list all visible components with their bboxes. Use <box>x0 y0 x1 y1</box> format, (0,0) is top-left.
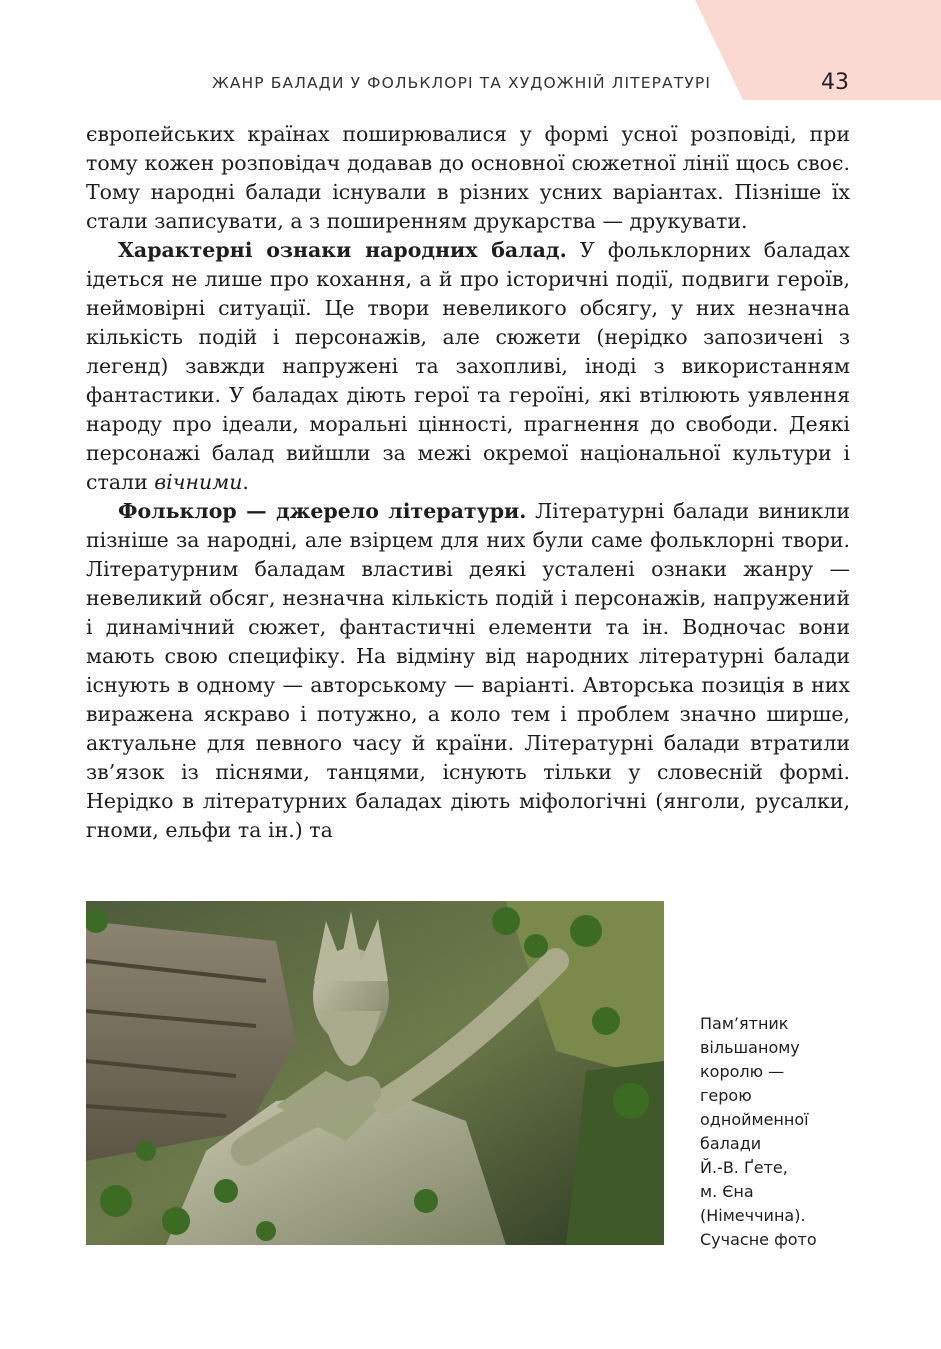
caption-line: Пам’ятник <box>700 1014 789 1033</box>
caption-line: балади <box>700 1134 762 1153</box>
caption-line: королю — <box>700 1062 785 1081</box>
caption-line: Сучасне фото <box>700 1230 817 1249</box>
figure-caption <box>700 1012 850 1252</box>
paragraph-2 <box>86 236 850 497</box>
caption-line: (Німеччина). <box>700 1206 806 1225</box>
caption-line: однойменної <box>700 1110 809 1129</box>
statue-photo-icon <box>86 901 664 1245</box>
paragraph-3 <box>86 497 850 845</box>
caption-line: м. Єна <box>700 1182 754 1201</box>
caption-line: герою <box>700 1086 752 1105</box>
paragraph-3-text: Літературні балади виникли пізніше за народні, але взірцем для них були саме фольклорні твори. Літературним баладам властиві деякі усталені ознаки жанру — невеликий обсяг, незначна кількість подій і персонажів, напружений і динамічний сюжет, фантастичні елементи та ін. Водночас вони мають свою специфіку. На відміну від народних літературні балади існують в одному — авторському — варіанті. Авторська позиція в них виражена яскраво і потужно, а коло тем і проблем значно ширше, актуальне для певного часу й країни. Літературні балади втратили зв’язок із піснями, танцями, існують тільки у словесній формі. Нерідко в літературних баладах діють міфологічні (янголи, русалки, гноми, ельфи та ін.) та <box>86 499 850 842</box>
caption-line: вільшаному <box>700 1038 800 1057</box>
running-title: ЖАНР БАЛАДИ У ФОЛЬКЛОРІ ТА ХУДОЖНІЙ ЛІТЕРАТУРІ <box>212 74 711 92</box>
page-number: 43 <box>821 70 849 95</box>
paragraph-2-heading: Характерні ознаки народних балад. <box>118 238 567 262</box>
paragraph-1: європейських країнах поширювалися у формі усної розповіді, при тому кожен розповідач додавав до основної сюжетної лінії щось своє. Тому народні балади існували в різних усних варіантах. Пізніше їх стали записувати, а з поширенням друкарства — друкувати. <box>86 122 850 233</box>
caption-line: Й.-В. Ґете, <box>700 1158 788 1177</box>
paragraph-3-heading: Фольклор — джерело літератури. <box>118 499 527 523</box>
paragraph-2-text: У фольклорних баладах ідеться не лише про кохання, а й про історичні події, подвиги героїв, неймовірні ситуації. Це твори невеликого обсягу, у них незначна кількість подій і персонажів, але сюжети (нерідко запозичені з легенд) завжди напружені та захопливі, іноді з використанням фантастики. У баладах діють герої та героїні, які втілюють уявлення народу про ідеали, моральні цінності, прагнення до свободи. Деякі персонажі балад вийшли за межі окремої національної культури і стали <box>86 238 850 494</box>
paragraph-2-end: . <box>242 470 249 494</box>
paragraph-2-italic: вічними <box>154 470 243 494</box>
statue-photo <box>86 901 664 1245</box>
body-text <box>86 120 850 845</box>
